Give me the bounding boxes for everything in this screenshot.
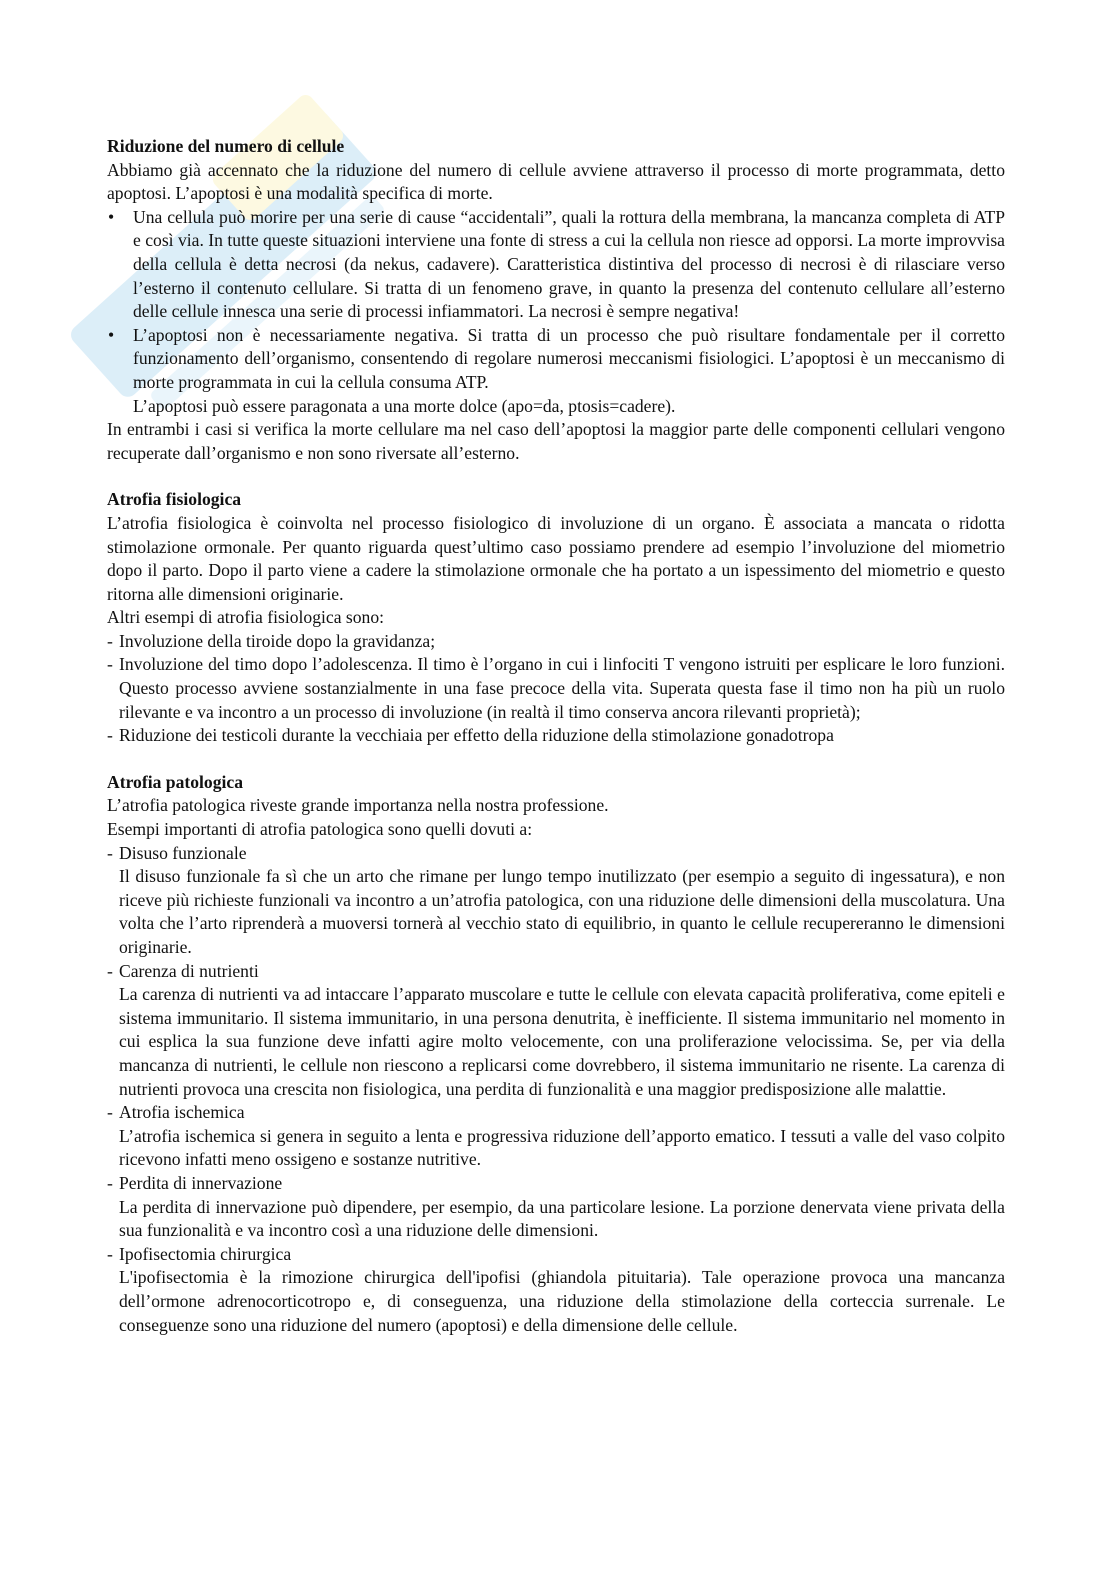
paragraph-patologica-lead: Esempi importanti di atrofia patologica sono quelli dovuti a: (107, 819, 533, 840)
document-page (107, 135, 1005, 1337)
subitem-disuso (107, 842, 1005, 960)
subitem-title-text: Disuso funzionale (119, 842, 247, 863)
section-riduzione (107, 135, 1005, 465)
subitem-body: Il disuso funzionale fa sì che un arto che rimane per lungo tempo inutilizzato (per esempio a seguito di ingessatura), e non riceve più richieste funzionali va incontro a un’atrofia patologica, con una riduzione delle dimensioni della muscolatura. Una volta che l’arto riprenderà a muoversi tornerà al vecchio stato di equilibrio, in quanto le cellule recupereranno le dimensioni originarie. (119, 866, 1005, 957)
subitem-title (107, 1172, 1005, 1196)
subitem-title-text: Perdita di innervazione (119, 1172, 283, 1193)
subitem-body: L'ipofisectomia è la rimozione chirurgica dell'ipofisi (ghiandola pituitaria). Tale operazione provoca una mancanza dell’ormone adrenocorticotropo e, di conseguenza, una riduzione della stimolazione della corteccia surrenale. Le conseguenze sono una riduzione del numero (apoptosi) e della dimensione delle cellule. (119, 1267, 1005, 1335)
dash-icon: - (107, 1102, 113, 1123)
list-item-text: Riduzione dei testicoli durante la vecchiaia per effetto della riduzione della stimolazione gonadotropa (119, 725, 834, 746)
paragraph-riduzione-conclusion: In entrambi i casi si verifica la morte cellulare ma nel caso dell’apoptosi la maggior parte delle componenti cellulari vengono recuperate dall’organismo e non sono riversate all’esterno. (107, 419, 1005, 463)
bullet-continuation: L’apoptosi può essere paragonata a una morte dolce (apo=da, ptosis=cadere). (133, 395, 676, 416)
section-fisiologica (107, 488, 1005, 748)
subitem-title-text: Atrofia ischemica (119, 1102, 245, 1123)
subitem-title-text: Carenza di nutrienti (119, 960, 259, 981)
bullet-item (107, 324, 1005, 395)
list-item (107, 653, 1005, 724)
bullet-icon: • (108, 206, 115, 227)
dash-icon: - (107, 725, 113, 746)
list-item-text: Involuzione della tiroide dopo la gravidanza; (119, 630, 436, 651)
bullet-list-riduzione (107, 206, 1005, 395)
section-patologica (107, 771, 1005, 1337)
subitem-ipofisectomia (107, 1243, 1005, 1337)
subitem-title (107, 842, 1005, 866)
list-item (107, 724, 1005, 748)
paragraph-patologica-intro: L’atrofia patologica riveste grande importanza nella nostra professione. (107, 795, 609, 816)
subitem-title (107, 1243, 1005, 1267)
subitem-body: La carenza di nutrienti va ad intaccare l’apparato muscolare e tutte le cellule con elevata capacità proliferativa, come epiteli e sistema immunitario. Il sistema immunitario, in una persona denutrita, è inefficiente. Il sistema immunitario nel momento in cui esplica la sua funzione deve infatti agire molto velocemente, con una proliferazione velocissima. Se, per via della mancanza di nutrienti, le cellule non riescono a replicarsi come dovrebbero, il sistema immunitario ne risente. La carenza di nutrienti provoca una crescita non fisiologica, una perdita di funzionalità e una maggior predisposizione alle malattie. (119, 984, 1005, 1099)
section-title-riduzione: Riduzione del numero di cellule (107, 136, 345, 156)
bullet-item (107, 206, 1005, 324)
list-item-text: Involuzione del timo dopo l’adolescenza. Il timo è l’organo in cui i linfociti T vengono istruiti per esplicare le loro funzioni. Questo processo avviene sostanzialmente in una fase precoce della vita. Superata questa fase il timo non ha più un ruolo rilevante e va incontro a un processo di involuzione (in realtà il timo conserva ancora rilevanti proprietà); (119, 654, 1005, 722)
subitem-carenza (107, 960, 1005, 1102)
subitem-title (107, 960, 1005, 984)
paragraph-riduzione-intro: Abbiamo già accennato che la riduzione del numero di cellule avviene attraverso il processo di morte programmata, detto apoptosi. L’apoptosi è una modalità specifica di morte. (107, 159, 1005, 204)
subitem-ischemica (107, 1101, 1005, 1172)
bullet-text: L’apoptosi non è necessariamente negativa. Si tratta di un processo che può risultare fondamentale per il corretto funzionamento dell’organismo, consentendo di regolare numerosi meccanismi fisiologici. L’apoptosi è un meccanismo di morte programmata in cui la cellula consuma ATP. (133, 324, 1005, 392)
bullet-icon: • (108, 324, 115, 345)
dash-icon: - (107, 1172, 113, 1193)
subitem-title (107, 1101, 1005, 1125)
dash-icon: - (107, 630, 113, 651)
paragraph-fisiologica-intro: L’atrofia fisiologica è coinvolta nel processo fisiologico di involuzione di un organo. È associata a mancata o ridotta stimolazione ormonale. Per quanto riguarda quest’ultimo caso possiamo prendere ad esempio l’involuzione del miometrio dopo il parto. Dopo il parto viene a cadere la stimolazione ormonale che ha portato a un ispessimento del miometrio e questo ritorna alle dimensioni originarie. (107, 512, 1005, 604)
dash-icon: - (107, 1243, 113, 1264)
paragraph-fisiologica-lead: Altri esempi di atrofia fisiologica sono: (107, 607, 385, 628)
dash-list-fisiologica (107, 630, 1005, 748)
subitem-title-text: Ipofisectomia chirurgica (119, 1243, 292, 1264)
dash-icon: - (107, 960, 113, 981)
dash-icon: - (107, 842, 113, 863)
subitem-body: L’atrofia ischemica si genera in seguito a lenta e progressiva riduzione dell’apporto ematico. I tessuti a valle del vaso colpito ricevono infatti meno ossigeno e sostanze nutritive. (119, 1125, 1005, 1170)
section-title-fisiologica: Atrofia fisiologica (107, 489, 242, 510)
bullet-text: Una cellula può morire per una serie di cause “accidentali”, quali la rottura della membrana, la mancanza completa di ATP e così via. In tutte queste situazioni interviene una fonte di stress a cui la cellula non riesce ad opporsi. La morte improvvisa della cellula è detta necrosi (da nekus, cadavere). Caratteristica distintiva del processo di necrosi è di rilasciare verso l’esterno il contenuto cellulare. Si tratta di un fenomeno grave, in quanto la presenza del contenuto cellulare all’esterno delle cellule innesca una serie di processi infiammatori. La necrosi è sempre negativa! (133, 206, 1005, 322)
dash-icon: - (107, 654, 113, 675)
subitem-body: La perdita di innervazione può dipendere, per esempio, da una particolare lesione. La porzione denervata viene privata della sua funzionalità e va incontro così a una riduzione delle dimensioni. (119, 1196, 1005, 1241)
section-title-patologica: Atrofia patologica (107, 771, 244, 792)
subitem-innervazione (107, 1172, 1005, 1243)
list-item (107, 630, 1005, 654)
